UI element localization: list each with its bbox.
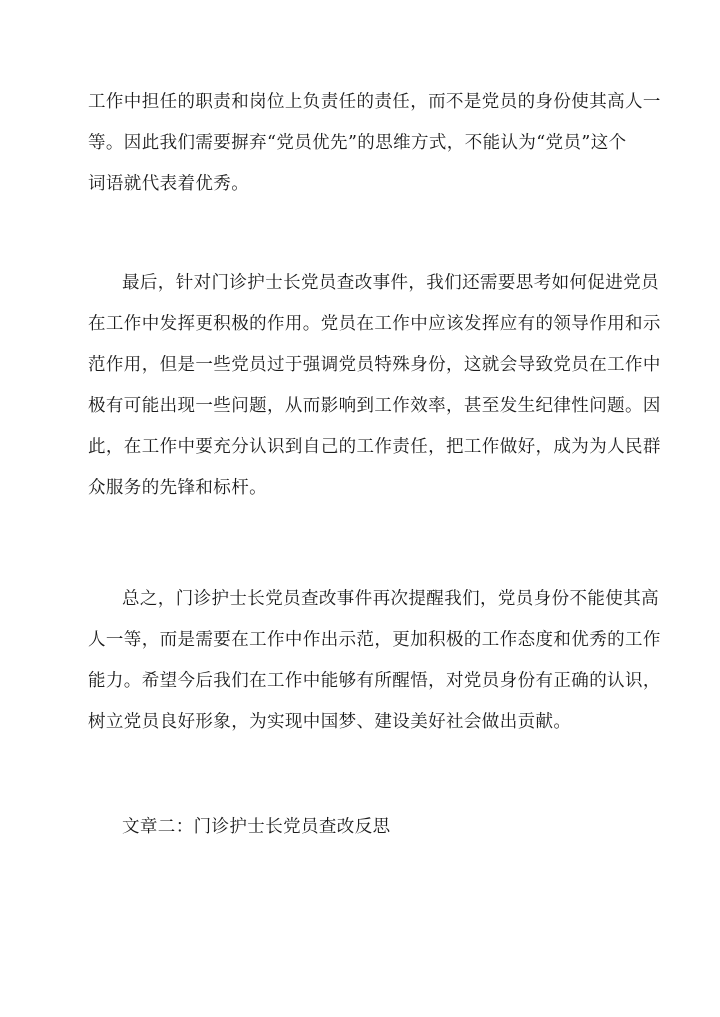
paragraph-line: 众服务的先锋和标杆。 (88, 478, 267, 498)
paragraph-line: 范作用，但是一些党员过于强调党员特殊身份，这就会导致党员在工作中 (88, 355, 661, 375)
paragraph-line: 词语就代表着优秀。 (88, 174, 250, 194)
paragraph-line: 总之，门诊护士长党员查改事件再次提醒我们，党员身份不能使其高 (122, 589, 659, 609)
paragraph-line: 工作中担任的职责和岗位上负责任的责任，而不是党员的身份使其高人一 (88, 92, 661, 112)
paragraph-line: 等。因此我们需要摒弃“党员优先”的思维方式，不能认为“党员”这个 (88, 133, 627, 153)
paragraph-line: 极有可能出现一些问题，从而影响到工作效率，甚至发生纪律性问题。因 (88, 396, 661, 416)
paragraph-line: 树立党员良好形象，为实现中国梦、建设美好社会做出贡献。 (88, 712, 572, 732)
paragraph-line: 人一等，而是需要在工作中作出示范，更加积极的工作态度和优秀的工作 (88, 630, 661, 650)
paragraph-line: 能力。希望今后我们在工作中能够有所醒悟，对党员身份有正确的认识， (88, 671, 661, 691)
paragraph-line: 在工作中发挥更积极的作用。党员在工作中应该发挥应有的领导作用和示 (88, 314, 661, 334)
paragraph-line: 最后，针对门诊护士长党员查改事件，我们还需要思考如何促进党员 (122, 273, 659, 293)
section-heading: 文章二：门诊护士长党员查改反思 (122, 817, 391, 837)
paragraph-line: 此，在工作中要充分认识到自己的工作责任，把工作做好，成为为人民群 (88, 437, 661, 457)
